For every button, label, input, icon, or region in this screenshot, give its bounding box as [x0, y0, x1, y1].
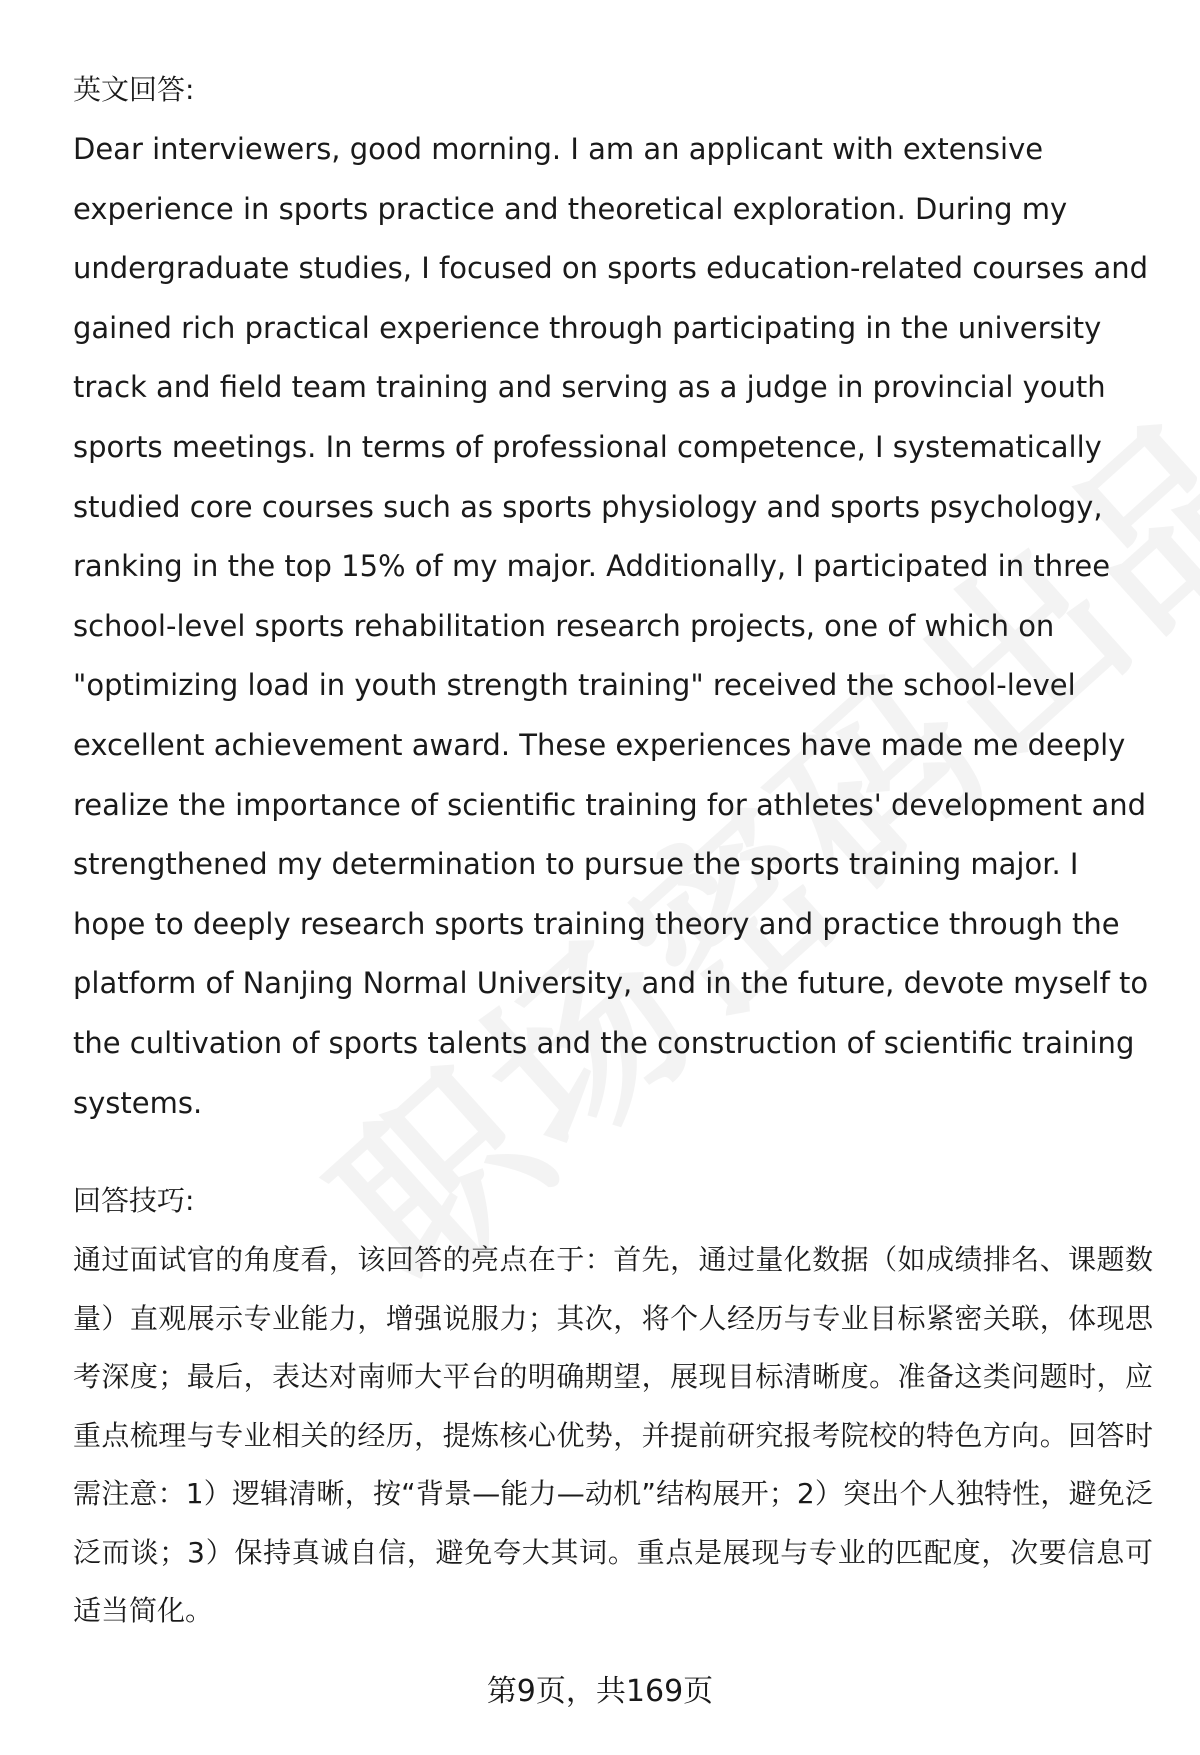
section-spacer — [73, 1133, 1153, 1171]
page-content — [73, 60, 1153, 1641]
english-answer-text: Dear interviewers, good morning. I am an applicant with extensive experience in sports practice and theoretical exploration. During my undergraduate studies, I focused on sports education-related courses and gained rich practical experience through participating in the university track and field team training and serving as a judge in provincial youth sports meetings. In terms of professional competence, I systematically studied core courses such as sports physiology and sports psychology, ranking in the top 15% of my major. Additionally, I participated in three school-level sports rehabilitation research projects, one of which on "optimizing load in youth strength training" received the school-level excellent achievement award. These experiences have made me deeply realize the importance of scientific training for athletes' development and strengthened my determination to pursue the sports training major. I hope to deeply research sports training theory and practice through the platform of Nanjing Normal University, and in the future, devote myself to the cultivation of sports talents and the construction of scientific training systems. — [73, 132, 1149, 1120]
answer-tips-label: 回答技巧: — [73, 1184, 195, 1218]
answer-tips-text: 通过面试官的角度看，该回答的亮点在于：首先，通过量化数据（如成绩排名、课题数量）直观展示专业能力，增强说服力；其次，将个人经历与专业目标紧密关联，体现思考深度；最后，表达对南师大平台的明确期望，展现目标清晰度。准备这类问题时，应重点梳理与专业相关的经历，提炼核心优势，并提前研究报考院校的特色方向。回答时需注意：1）逻辑清晰，按“背景—能力—动机”结构展开；2）突出个人独特性，避免泛泛而谈；3）保持真诚自信，避免夸大其词。重点是展现与专业的匹配度，次要信息可适当简化。 — [73, 1243, 1153, 1628]
page-number-footer: 第9页，共169页 — [486, 1674, 714, 1709]
english-answer-label: 英文回答: — [73, 73, 195, 106]
